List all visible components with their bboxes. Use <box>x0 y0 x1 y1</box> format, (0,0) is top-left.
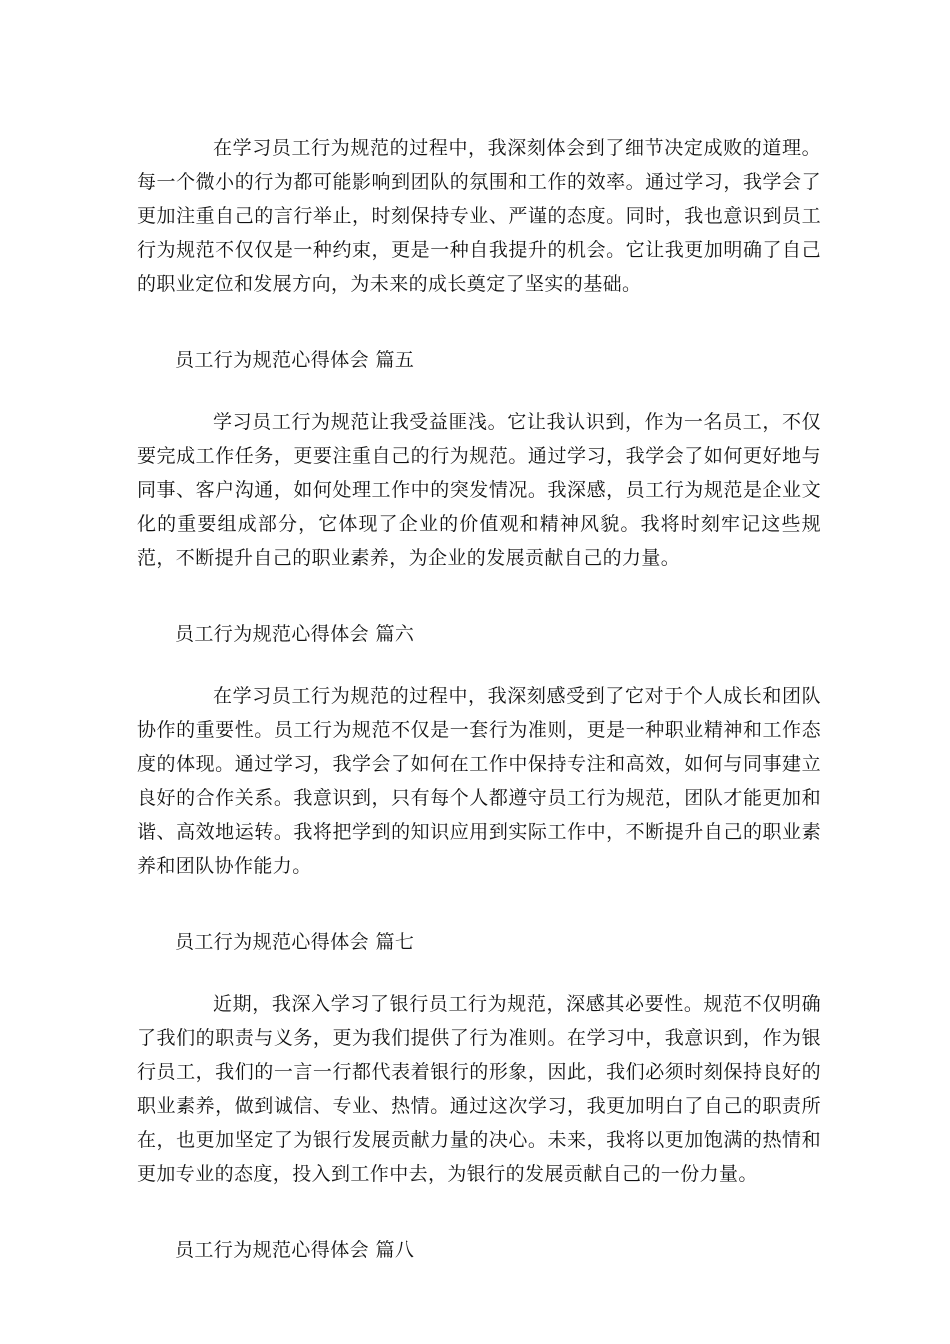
spacer <box>137 377 821 405</box>
paragraph-6: 在学习员工行为规范的过程中，我深刻感受到了它对于个人成长和团队协作的重要性。员工行为规范不仅是一套行为准则，更是一种职业精神和工作态度的体现。通过学习，我学会了如何在工作中保持专注和高效，如何与同事建立良好的合作关系。我意识到，只有每个人都遵守员工行为规范，团队才能更加和谐、高效地运转。我将把学到的知识应用到实际工作中，不断提升自己的职业素养和团队协作能力。 <box>137 685 821 877</box>
section-heading-8: 员工行为规范心得体会 篇八 <box>175 1239 415 1261</box>
paragraph-1: 在学习员工行为规范的过程中，我深刻体会到了细节决定成败的道理。每一个微小的行为都可能影响到团队的氛围和工作的效率。通过学习，我学会了更加注重自己的言行举止，时刻保持专业、严谨的态度。同时，我也意识到员工行为规范不仅仅是一种约束，更是一种自我提升的机会。它让我更加明确了自己的职业定位和发展方向，为未来的成长奠定了坚实的基础。 <box>137 137 821 295</box>
section-heading-5: 员工行为规范心得体会 篇五 <box>175 349 415 371</box>
section-heading-6: 员工行为规范心得体会 篇六 <box>175 623 415 645</box>
paragraph-5: 学习员工行为规范让我受益匪浅。它让我认识到，作为一名员工，不仅要完成工作任务，更要注重自己的行为规范。通过学习，我学会了如何更好地与同事、客户沟通，如何处理工作中的突发情况。我深感，员工行为规范是企业文化的重要组成部分，它体现了企业的价值观和精神风貌。我将时刻牢记这些规范，不断提升自己的职业素养，为企业的发展贡献自己的力量。 <box>137 411 821 569</box>
spacer <box>137 883 821 925</box>
spacer <box>137 1191 821 1233</box>
spacer <box>137 301 821 343</box>
spacer <box>137 575 821 617</box>
spacer <box>137 651 821 679</box>
document-page <box>137 131 821 1267</box>
spacer <box>137 959 821 987</box>
paragraph-7: 近期，我深入学习了银行员工行为规范，深感其必要性。规范不仅明确了我们的职责与义务，更为我们提供了行为准则。在学习中，我意识到，作为银行员工，我们的一言一行都代表着银行的形象，因此，我们必须时刻保持良好的职业素养，做到诚信、专业、热情。通过这次学习，我更加明白了自己的职责所在，也更加坚定了为银行发展贡献力量的决心。未来，我将以更加饱满的热情和更加专业的态度，投入到工作中去，为银行的发展贡献自己的一份力量。 <box>137 993 821 1185</box>
section-heading-7: 员工行为规范心得体会 篇七 <box>175 931 415 953</box>
